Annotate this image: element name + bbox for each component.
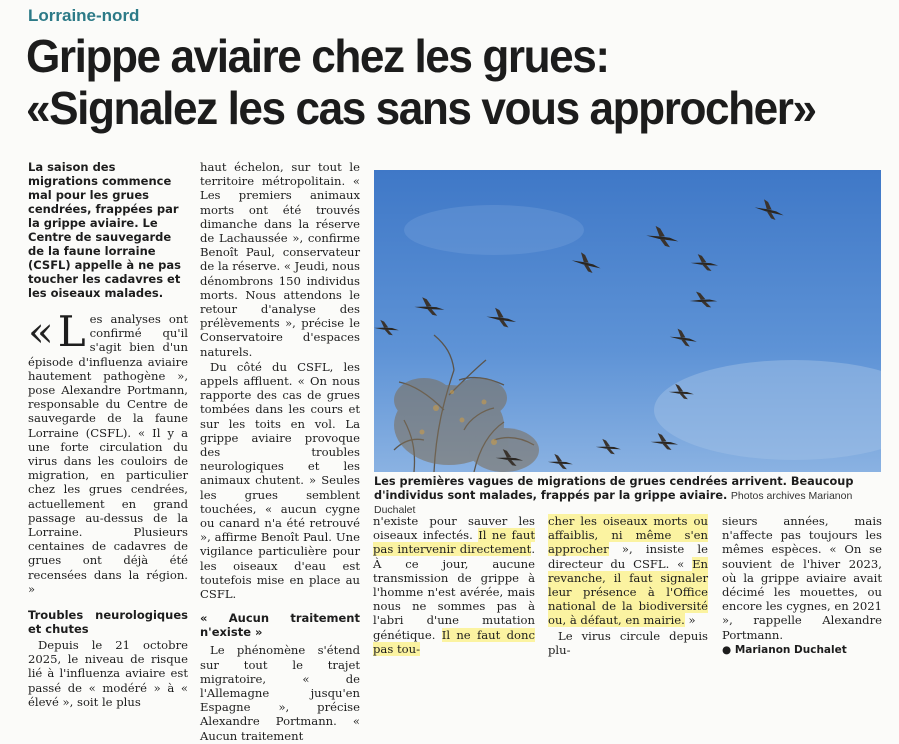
article-column-1	[28, 160, 188, 710]
drop-quote-mark: «	[28, 307, 54, 356]
section-rubric: Lorraine-nord	[28, 6, 140, 25]
text-run: »	[684, 613, 696, 628]
lede-paragraph	[28, 307, 188, 596]
article-column-5	[722, 514, 882, 657]
author-signature: ● Marianon Duchalet	[722, 643, 847, 656]
body-paragraph: Depuis le 21 octobre 2025, le niveau de risque lié à l'influenza aviaire est passé de « modéré » à « élevé », soit le plus	[28, 638, 188, 709]
article-standfirst: La saison des migrations commence mal pour les grues cendrées, frappées par la grippe aviaire. Le Centre de sauvegarde de la faune lorraine (CSFL) appelle à ne pas toucher les cadavres et les oiseaux malades.	[28, 160, 181, 300]
article-column-2	[200, 160, 360, 744]
text-run: », insiste le directeur du CSFL. «	[548, 542, 708, 571]
lede-text: es analyses ont confirmé qu'il s'agit bien d'un épisode d'influenza aviaire hautement pathogène », pose Alexandre Portmann, responsable du Centre de sauvegarde de la faune Lorraine (CSFL). « Il y a une forte circulation du virus dans les couloirs de migration, en particulier chez les grues cendrées, actuellement en grand passage au-dessus de la Lorraine. Plusieurs centaines de cadavres de grues ont déjà été recensées dans la région. »	[28, 312, 188, 596]
highlighted-text: Il ne faut pas intervenir directement	[373, 528, 535, 557]
body-paragraph: Le virus circule depuis plu-	[548, 628, 708, 657]
photo-credit: Photos archives Marianon Duchalet	[374, 490, 853, 516]
text-run: n'existe pour sauver les oiseaux infectés.	[373, 514, 535, 543]
sky-with-cranes-image	[374, 170, 881, 472]
headline-line-2: «Signalez les cas sans vous approcher»	[26, 82, 816, 134]
photo-caption	[374, 475, 884, 517]
cranes-photo	[374, 170, 881, 472]
drop-cap: L	[57, 307, 86, 356]
text-run: . À ce jour, aucune transmission de grippe à l'homme n'est avérée, mais nous ne sommes pas à l'abri d'une mutation génétique.	[373, 542, 535, 642]
body-paragraph: haut échelon, sur tout le territoire métropolitain. « Les premiers animaux morts ont été trouvés dimanche dans la réserve de Lachaussée », confirme Benoît Paul, conservateur de la réserve. « Jeudi, nous dénombrons 150 individus morts. Nous attendons le retour d'analyse des prélèvements », précise le Conservatoire d'espaces naturels.	[200, 160, 360, 359]
caption-text: Les premières vagues de migrations de grues cendrées arrivent. Beaucoup d'individus sont malades, frappés par la grippe aviaire.	[374, 475, 854, 502]
highlighted-text: cher les oiseaux morts ou affaiblis, ni même s'en approcher	[548, 514, 708, 557]
body-paragraph: Du côté du CSFL, les appels affluent. « On nous rapporte des cas de grues tombées dans les cours et sur les toits en vol. La grippe aviaire provoque des troubles neurologiques et les animaux chutent. » Seules les grues semblent touchées, « aucun cygne ou canard n'a été retrouvé », affirme Benoît Paul. Une vigilance particulière pour les oiseaux d'eau est toutefois mise en place au CSFL.	[200, 359, 360, 602]
headline	[26, 30, 852, 134]
subheading-traitement: « Aucun traitement n'existe »	[200, 611, 360, 640]
article-column-3	[373, 514, 535, 657]
body-paragraph: sieurs années, mais n'affecte pas toujours les mêmes espèces. « On se souvient de l'hiver 2023, où la grippe aviaire avait décimé les mouettes, ou encore les cygnes, en 2021 », rappelle Alexandre Portmann.	[722, 514, 882, 642]
highlighted-text: Il ne faut donc pas tou-	[373, 627, 535, 656]
article-column-4	[548, 514, 708, 658]
subheading-troubles: Troubles neurologiques et chutes	[28, 608, 188, 637]
body-paragraph	[373, 514, 535, 656]
headline-line-1: Grippe aviaire chez les grues:	[26, 30, 609, 82]
body-paragraph: Le phénomène s'étend sur tout le trajet migratoire, « de l'Allemagne jusqu'en Espagne », précise Alexandre Portmann. « Aucun traitement	[200, 643, 360, 743]
body-paragraph	[548, 514, 708, 628]
highlighted-text: En revanche, il faut signaler leur présence à l'Office national de la biodiversité ou, à défaut, en mairie.	[548, 556, 708, 628]
